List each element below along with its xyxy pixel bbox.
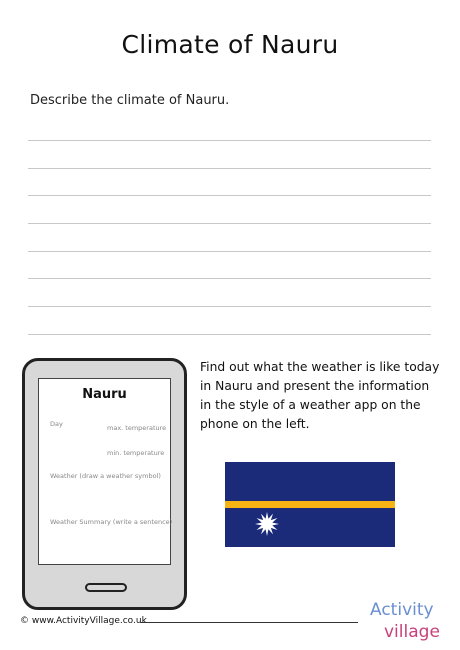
writing-line: [28, 251, 431, 252]
flag-yellow-stripe: [225, 501, 395, 508]
writing-line: [28, 223, 431, 224]
nauru-flag: [225, 462, 395, 547]
describe-prompt: Describe the climate of Nauru.: [30, 93, 230, 108]
writing-line: [28, 306, 431, 307]
max-temperature-label: max. temperature: [107, 424, 167, 432]
phone-illustration: [22, 358, 187, 610]
weather-summary-label: Weather Summary (write a sentence): [50, 518, 173, 526]
worksheet-title: Climate of Nauru: [121, 30, 339, 59]
phone-screen-title: Nauru: [82, 387, 127, 402]
footer-copyright: © www.ActivityVillage.co.uk: [20, 616, 147, 626]
footer-divider: [140, 622, 358, 623]
writing-line: [28, 195, 431, 196]
min-temperature-label: min. temperature: [107, 449, 165, 457]
logo-line1: Activity: [370, 600, 434, 620]
writing-line: [28, 278, 431, 279]
writing-line: [28, 140, 431, 141]
instructions-text: Find out what the weather is like today in Nauru and present the information in the style of a weather app on the phone on the left.: [200, 360, 440, 431]
day-label: Day: [50, 420, 63, 428]
weather-label: Weather (draw a weather symbol): [50, 472, 161, 480]
logo-line2: village: [384, 622, 440, 642]
phone-home-button: [85, 583, 127, 592]
activity-village-logo: [368, 596, 450, 642]
writing-line: [28, 168, 431, 169]
writing-line: [28, 334, 431, 335]
phone-screen: [38, 378, 171, 565]
